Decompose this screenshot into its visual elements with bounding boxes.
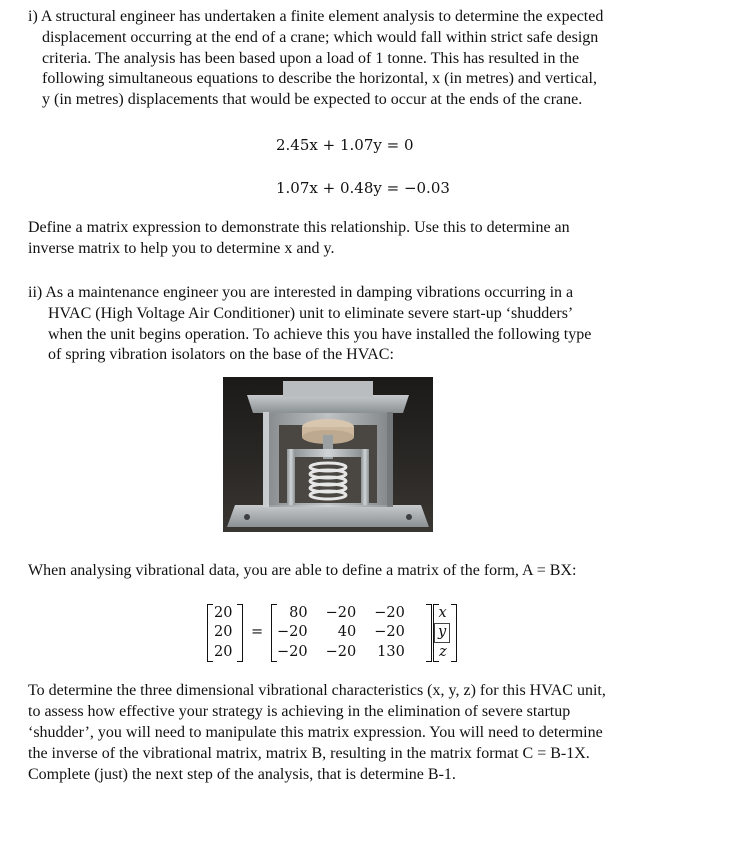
matrix-b-cell: −20	[374, 605, 405, 622]
matrix-b-cell: −20	[325, 643, 357, 660]
question-1-line-3: criteria. The analysis has been based upon a load of 1 tonne. This has resulted in the	[42, 49, 580, 67]
matrix-b-cell: −20	[277, 624, 308, 641]
question-1-task	[28, 218, 708, 260]
closing-line-1: To determine the three dimensional vibrational characteristics (x, y, z) for this HVAC unit,	[28, 682, 606, 699]
equals-sign: =	[251, 624, 264, 640]
equation-1: 2.45x + 1.07y = 0	[276, 136, 414, 154]
spring-isolator-photo	[223, 377, 433, 532]
closing-line-2: to assess how effective your strategy is achieving in the elimination of severe startup	[28, 703, 571, 720]
matrix-a-cell: 20	[214, 643, 233, 660]
matrix-a	[207, 604, 236, 662]
matrix-b-cell: 80	[289, 605, 308, 622]
question-2-line-4: of spring vibration isolators on the base of the HVAC:	[48, 346, 394, 364]
question-2-closing	[28, 680, 708, 785]
matrix-a-cell: 20	[214, 624, 233, 641]
question-2-line-2: HVAC (High Voltage Air Conditioner) unit to eliminate severe start-up ‘shudders’	[48, 304, 574, 322]
question-1-line-1: i) A structural engineer has undertaken a finite element analysis to determine the expected	[28, 8, 604, 25]
question-2-line-3: when the unit begins operation. To achieve this you have installed the following type	[48, 325, 592, 343]
matrix-b-cell: −20	[374, 624, 405, 641]
question-2-line-1: ii) As a maintenance engineer you are interested in damping vibrations occurring in a	[28, 284, 574, 301]
matrix-b-cell: 130	[377, 643, 405, 660]
question-1-line-2: displacement occurring at the end of a crane; which would fall within strict safe design	[42, 28, 599, 46]
vector-x-cell: x	[438, 604, 447, 621]
closing-line-4: the inverse of the vibrational matrix, matrix B, resulting in the matrix format C = B-1X.	[28, 745, 590, 762]
spring-isolator-illustration	[223, 377, 433, 532]
matrix-b-cell: 40	[337, 624, 357, 641]
vector-x	[433, 604, 450, 662]
equation-2: 1.07x + 0.48y = −0.03	[276, 179, 450, 197]
closing-line-3: ‘shudder’, you will need to manipulate this matrix expression. You will need to determine	[28, 724, 603, 741]
top-plate	[247, 395, 409, 413]
matrix-a-cell: 20	[214, 605, 233, 622]
question-1-task-line-2: inverse matrix to help you to determine x and y.	[28, 239, 335, 257]
question-1-line-4: following simultaneous equations to describe the horizontal, x (in metres) and vertical,	[42, 70, 597, 88]
vibrational-intro: When analysing vibrational data, you are able to define a matrix of the form, A = BX:	[28, 562, 577, 579]
question-2	[28, 283, 708, 366]
vector-x-cell: y	[435, 623, 450, 643]
vector-x-cell: z	[439, 644, 447, 661]
matrix-b	[271, 604, 409, 662]
closing-line-5: Complete (just) the next step of the analysis, that is determine B-1.	[28, 766, 456, 783]
question-1	[28, 7, 708, 111]
matrix-b-cell: −20	[277, 643, 308, 660]
question-1-line-5: y (in metres) displacements that would be expected to occur at the ends of the crane.	[42, 91, 583, 109]
base-plate	[227, 505, 429, 527]
matrix-b-cell: −20	[325, 605, 357, 622]
question-1-task-line-1: Define a matrix expression to demonstrate this relationship. Use this to determine an	[28, 219, 570, 236]
